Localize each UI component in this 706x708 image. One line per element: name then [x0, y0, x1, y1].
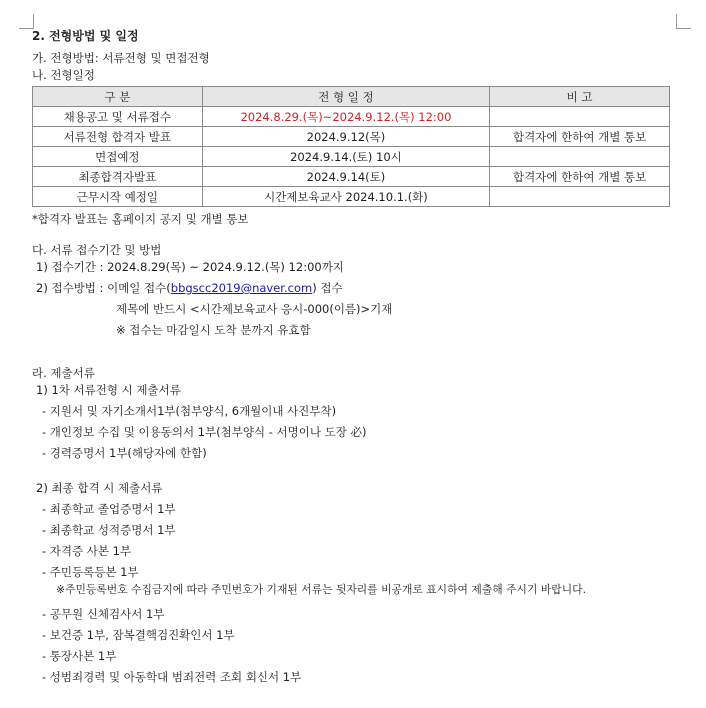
selection-method: 가. 전형방법: 서류전형 및 면접전형 [32, 51, 210, 65]
row-date: 2024.8.29.(목)~2024.9.12.(목) 12:00 [202, 107, 490, 127]
list-item: - 개인정보 수집 및 이용동의서 1부(첨부양식 - 서명이나 도장 必) [42, 425, 367, 439]
list-item: - 자격증 사본 1부 [42, 544, 132, 558]
row-note [490, 187, 670, 207]
row-category: 서류전형 합격자 발표 [33, 127, 203, 147]
page-corner-mark-top-left [19, 14, 34, 29]
table-row [33, 127, 670, 147]
row-category: 채용공고 및 서류접수 [33, 107, 203, 127]
row-category: 근무시작 예정일 [33, 187, 203, 207]
list-item: - 성범죄경력 및 아동학대 범죄전력 조회 회신서 1부 [42, 670, 302, 684]
resident-number-note: ※주민등록번호 수집금지에 따라 주민번호가 기재된 서류는 뒷자리를 비공개로 표시하여 제출해 주시기 바랍니다. [56, 583, 586, 596]
document-page [32, 28, 672, 686]
table-row [33, 107, 670, 127]
documents-heading: 라. 제출서류 [32, 366, 95, 380]
header-note: 비 고 [490, 87, 670, 107]
announcement-note: *합격자 발표는 홈페이지 공지 및 개별 통보 [32, 212, 249, 226]
list-item: - 최종학교 성적증명서 1부 [42, 523, 176, 537]
table-header-row [33, 87, 670, 107]
table-row [33, 187, 670, 207]
list-item: - 최종학교 졸업증명서 1부 [42, 502, 176, 516]
table-row [33, 167, 670, 187]
submission-method [32, 280, 672, 297]
subject-note: 제목에 반드시 <시간제보육교사 응시-000(이름)>기재 [116, 302, 393, 316]
section-title: 2. 전형방법 및 일정 [32, 29, 139, 43]
row-date: 시간제보육교사 2024.10.1.(화) [202, 187, 490, 207]
method-prefix: 2) 접수방법 : 이메일 접수( [36, 281, 171, 295]
list-item: - 보건증 1부, 잠복결핵검진확인서 1부 [42, 628, 235, 642]
list-item: - 지원서 및 자기소개서1부(첨부양식, 6개월이내 사진부착) [42, 404, 337, 418]
final-round-heading: 2) 최종 합격 시 제출서류 [36, 481, 163, 495]
row-note [490, 147, 670, 167]
page-corner-mark-top-right [676, 14, 691, 29]
row-date: 2024.9.12(목) [202, 127, 490, 147]
deadline-note: ※ 접수는 마감일시 도착 분까지 유효함 [116, 323, 311, 337]
row-date: 2024.9.14.(토) 10시 [202, 147, 490, 167]
row-note [490, 107, 670, 127]
table-row [33, 147, 670, 167]
header-category: 구 분 [33, 87, 203, 107]
first-round-heading: 1) 1차 서류전형 시 제출서류 [36, 383, 181, 397]
list-item: - 경력증명서 1부(해당자에 한함) [42, 446, 207, 460]
row-category: 면접예정 [33, 147, 203, 167]
submission-heading: 다. 서류 접수기간 및 방법 [32, 243, 162, 257]
list-item: - 통장사본 1부 [42, 649, 117, 663]
submission-period: 1) 접수기간 : 2024.8.29(목) ~ 2024.9.12.(목) 12:00까지 [36, 260, 344, 274]
list-item: - 주민등록등본 1부 [42, 565, 139, 579]
row-category: 최종합격자발표 [33, 167, 203, 187]
schedule-heading: 나. 전형일정 [32, 68, 95, 82]
header-schedule: 전 형 일 정 [202, 87, 490, 107]
email-link[interactable]: bbgscc2019@naver.com [170, 281, 313, 295]
row-date: 2024.9.14(토) [202, 167, 490, 187]
schedule-table [32, 86, 670, 207]
row-note: 합격자에 한하여 개별 통보 [490, 167, 670, 187]
row-note: 합격자에 한하여 개별 통보 [490, 127, 670, 147]
list-item: - 공무원 신체검사서 1부 [42, 607, 165, 621]
method-suffix: ) 접수 [312, 281, 343, 295]
